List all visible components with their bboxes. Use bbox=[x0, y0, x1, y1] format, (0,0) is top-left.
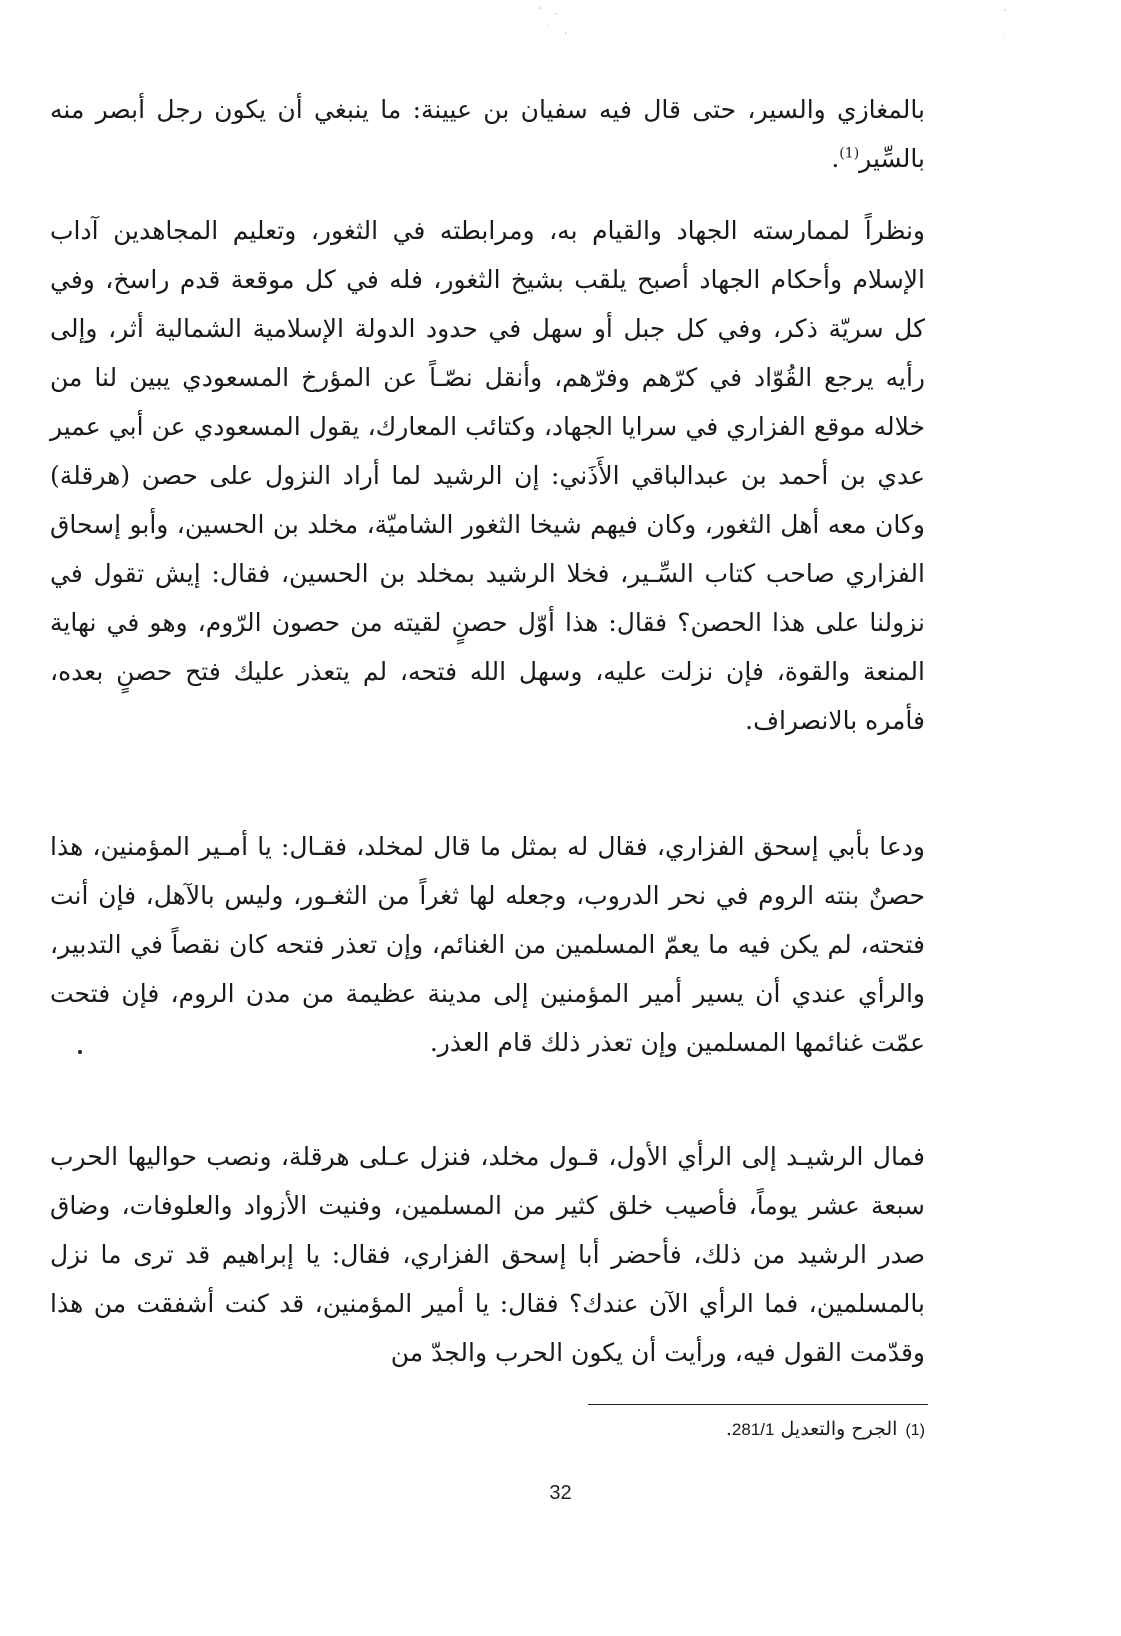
ink-dot bbox=[78, 1050, 82, 1054]
paragraph-3-text: ودعا بأبي إسحق الفزاري، فقال له بمثل ما قال لمخلد، فقـال: يا أمـير المؤمنين، هذا حصنٌ بنته الروم في نحر الدروب، وجعله لها ثغراً من الثغـور، وليس بالآهل، فإن أنت فتحته، لم يكن فيه ما يعمّ المسلمين من الغنائم، وإن تعذر فتحه كان نقصاً في التدبير، والرأي عندي أن يسير أمير المؤمنين إلى مدينة عظيمة من مدن الروم، فإن فتحت عمّت غنائمها المسلمين وإن تعذر ذلك قام العذر. bbox=[50, 832, 925, 1057]
paragraph-2 bbox=[50, 206, 925, 745]
footnote-reference[interactable]: (1) bbox=[839, 145, 860, 162]
footnote-source: الجرح والتعديل bbox=[780, 1418, 898, 1440]
page-number: 32 bbox=[549, 1482, 572, 1504]
scan-noise bbox=[0, 0, 1121, 60]
paragraph-4-text: فمال الرشيـد إلى الرأي الأول، قـول مخلد، فنزل عـلى هرقلة، ونصب حواليها الحرب سبعة عشر يوماً، فأصيب خلق كثير من المسلمين، وفنيت الأزواد والعلوفات، وضاق صدر الرشيد من ذلك، فأحضر أبا إسحق الفزاري، فقال: يا إبراهيم قد ترى ما نزل بالمسلمين، فما الرأي الآن عندك؟ فقال: يا أمير المؤمنين، قد كنت أشفقت من هذا وقدّمت القول فيه، ورأيت أن يكون الحرب والجدّ من bbox=[50, 1142, 926, 1367]
footnote-separator bbox=[588, 1404, 928, 1405]
paragraph-1 bbox=[50, 85, 925, 183]
footnote-end: . bbox=[725, 1418, 732, 1440]
paragraph-2-text: ونظراً لممارسته الجهاد والقيام به، ومرابطته في الثغور، وتعليم المجاهدين آداب الإسلام وأحكام الجهاد أصبح يلقب بشيخ الثغور، فله في كل موقعة قدم راسخ، وفي كل سريّة ذكر، وفي كل جبل أو سهل في حدود الدولة الإسلامية الشمالية أثر، وإلى رأيه يرجع القُوّاد في كرّهم وفرّهم، وأنقل نصّـاً عن المؤرخ المسعودي يبين لنا من خلاله موقع الفزاري في سرايا الجهاد، وكتائب المعارك، يقول المسعودي عن أبي عمير عدي بن أحمد بن عبدالباقي الأَذَني: إن الرشيد لما أراد النزول على حصن (هرقلة) وكان معه أهل الثغور، وكان فيهم شيخا الثغور الشاميّة، مخلد بن الحسين، وأبو إسحاق الفزاري صاحب كتاب السِّـير، فخلا الرشيد بمخلد بن الحسين، فقال: إيش تقول في نزولنا على هذا الحصن؟ فقال: هذا أوّل حصنٍ لقيته من حصون الرّوم، وهو في نهاية المنعة والقوة، فإن نزلت عليه، وسهل الله فتحه، لم يتعذر عليك فتح حصنٍ بعده، فأمره بالانصراف. bbox=[50, 216, 925, 735]
paragraph-3 bbox=[50, 822, 925, 1067]
footnote-number: (1) bbox=[905, 1422, 925, 1439]
footnote-page: 281/1 bbox=[731, 1420, 775, 1439]
paragraph-1-text: بالمغازي والسير، حتى قال فيه سفيان بن عيينة: ما ينبغي أن يكون رجل أبصر منه بالسِّير bbox=[50, 95, 925, 173]
footnote bbox=[525, 1416, 925, 1444]
paragraph-1-end: . bbox=[831, 144, 840, 173]
paragraph-4 bbox=[50, 1132, 925, 1377]
